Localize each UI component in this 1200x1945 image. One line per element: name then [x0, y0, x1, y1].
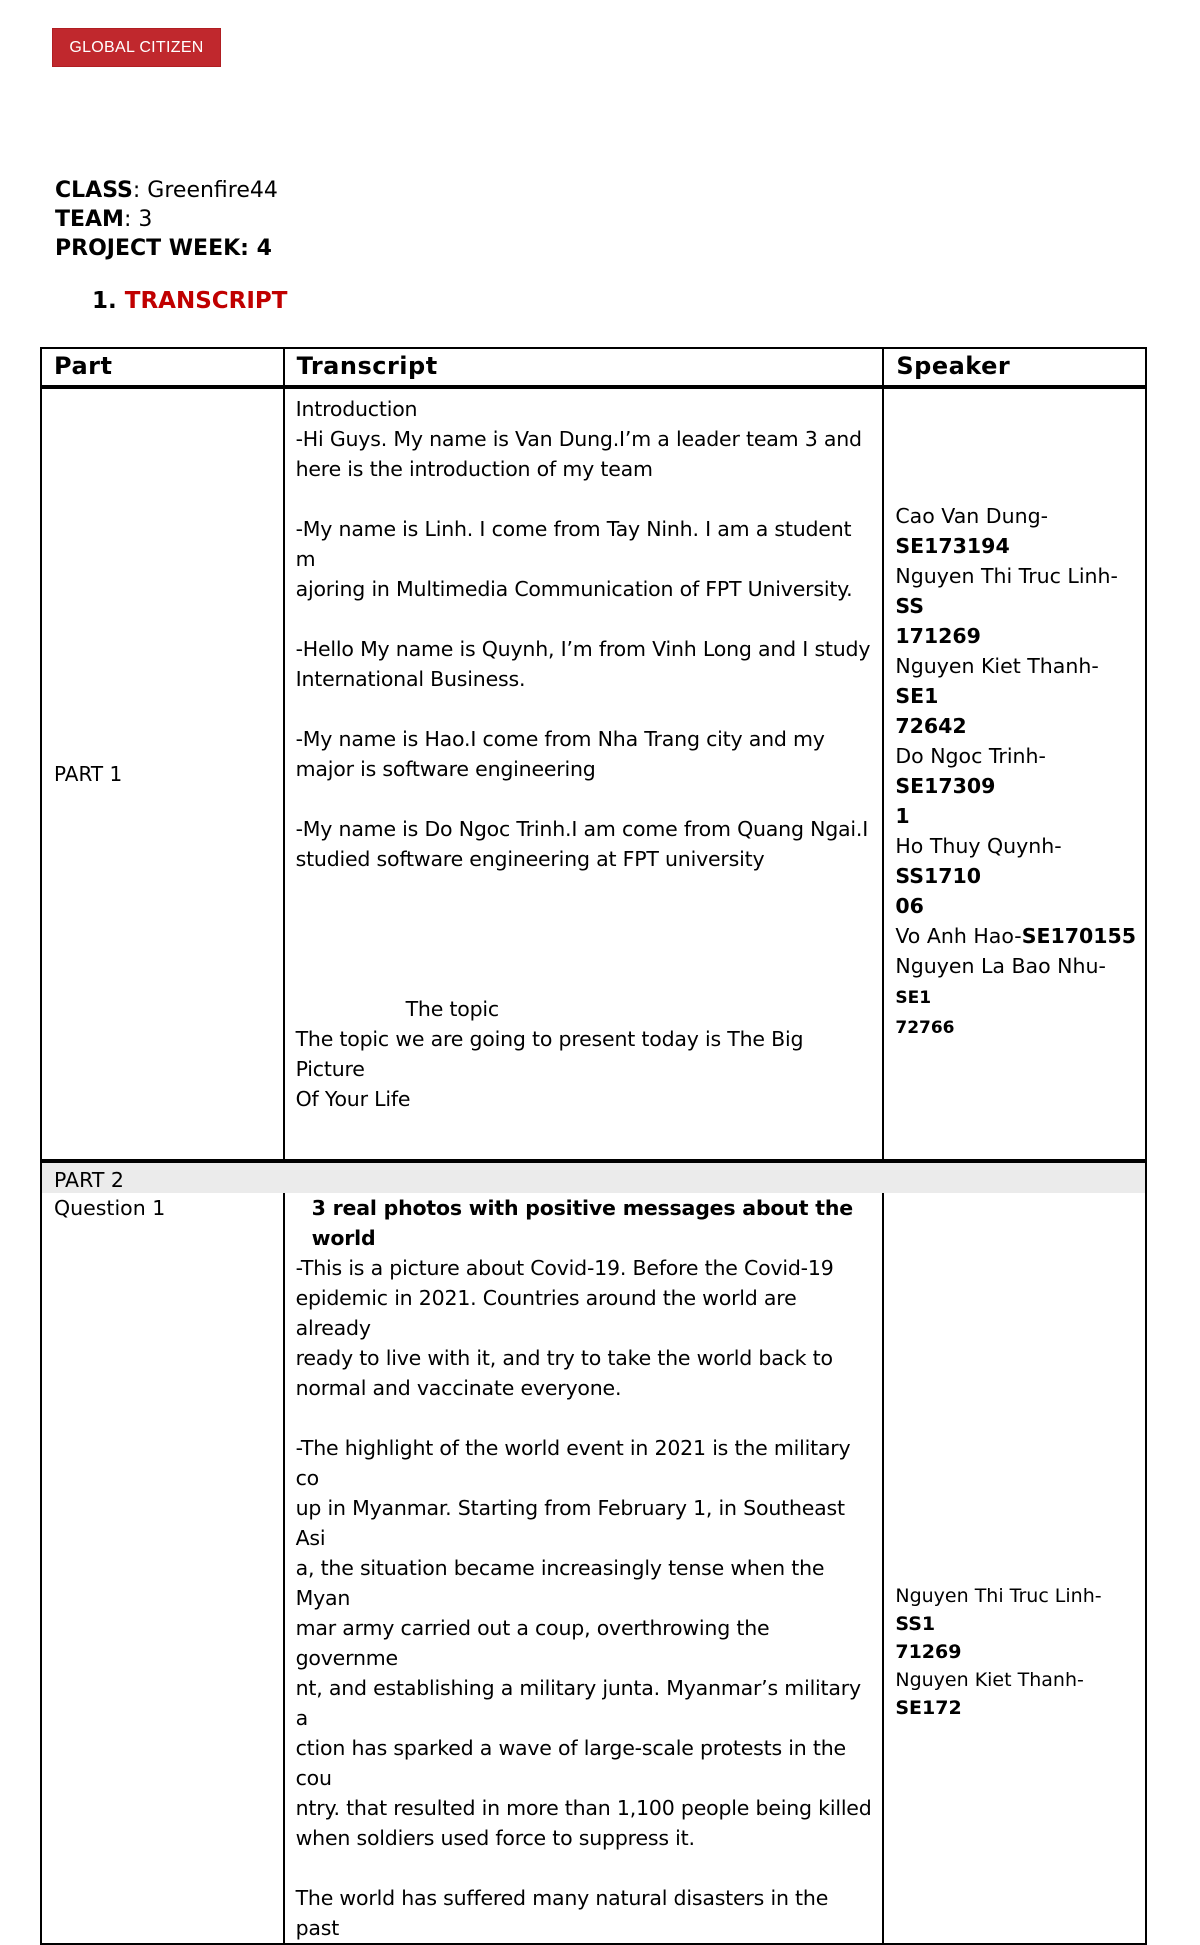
question-title: 3 real photos with positive messages about the world — [311, 1196, 853, 1250]
part-2-label-row — [41, 1161, 1146, 1193]
part-2-label: PART 2 — [41, 1161, 1146, 1193]
header-speaker: Speaker — [883, 348, 1146, 387]
intro-title: Introduction — [295, 397, 418, 421]
speaker-entry: Nguyen La Bao Nhu-SE1 — [895, 954, 1106, 1008]
speaker-entry: Cao Van Dung- — [895, 504, 1048, 528]
team-value: : 3 — [123, 207, 153, 232]
speaker-entry: Nguyen Thi Truc Linh-SS — [895, 564, 1118, 618]
transcript-line: ready to live with it, and try to take the world back to — [295, 1346, 833, 1370]
transcript-line: when soldiers used force to suppress it. — [295, 1826, 695, 1850]
speaker-entry: Do Ngoc Trinh-SE17309 — [895, 744, 1046, 798]
transcript-line: ction has sparked a wave of large-scale protests in the cou — [295, 1736, 846, 1790]
speaker-entry: Nguyen Kiet Thanh-SE1 — [895, 654, 1099, 708]
team-key: TEAM — [55, 207, 124, 232]
header-part: Part — [41, 348, 284, 387]
transcript-line: The world has suffered many natural disasters in the past — [295, 1886, 829, 1940]
transcript-line: -This is a picture about Covid-19. Before the Covid-19 — [295, 1256, 834, 1280]
part-2-speakers — [883, 1193, 1146, 1944]
question-1-label: Question 1 — [41, 1193, 284, 1944]
team-line — [55, 205, 278, 234]
speaker-entry: Ho Thuy Quynh-SS1710 — [895, 834, 1062, 888]
transcript-line: -Hello My name is Quynh, I’m from Vinh Long and I study — [295, 637, 871, 661]
table-row — [41, 1193, 1146, 1944]
transcript-line: major is software engineering — [295, 757, 596, 781]
transcript-line: epidemic in 2021. Countries around the world are already — [295, 1286, 797, 1340]
header-transcript: Transcript — [284, 348, 884, 387]
transcript-line: -My name is Do Ngoc Trinh.I am come from Quang Ngai.I — [295, 817, 869, 841]
speaker-id: 06 — [895, 894, 924, 918]
global-citizen-logo: GLOBAL CITIZEN — [52, 28, 221, 67]
transcript-line: -The highlight of the world event in 2021 is the military co — [295, 1436, 851, 1490]
transcript-line: International Business. — [295, 667, 526, 691]
section-heading — [92, 288, 287, 314]
speaker-id: SE173194 — [895, 534, 1010, 558]
table-header-row — [41, 348, 1146, 387]
speaker-id: 1 — [895, 804, 910, 828]
transcript-line: Of Your Life — [295, 1087, 411, 1111]
transcript-line: here is the introduction of my team — [295, 457, 653, 481]
topic-title: The topic — [405, 997, 499, 1021]
class-key: CLASS — [55, 178, 133, 203]
transcript-line: nt, and establishing a military junta. Myanmar’s military a — [295, 1676, 861, 1730]
section-title: TRANSCRIPT — [124, 288, 288, 314]
part-1-transcript — [284, 387, 884, 1161]
transcript-line: mar army carried out a coup, overthrowing the governme — [295, 1616, 770, 1670]
class-value: : Greenfire44 — [132, 178, 278, 203]
part-2-transcript — [284, 1193, 884, 1944]
transcript-line: normal and vaccinate everyone. — [295, 1376, 622, 1400]
transcript-line: The topic we are going to present today is The Big Picture — [295, 1027, 804, 1081]
transcript-line: -My name is Hao.I come from Nha Trang city and my — [295, 727, 825, 751]
transcript-table — [40, 347, 1147, 1945]
part-1-speakers — [883, 387, 1146, 1161]
speaker-entry: Nguyen Kiet Thanh-SE172 — [895, 1669, 1084, 1719]
class-info — [55, 176, 278, 263]
class-line — [55, 176, 278, 205]
transcript-line: -My name is Linh. I come from Tay Ninh. I am a student m — [295, 517, 852, 571]
speaker-id: 71269 — [895, 1641, 962, 1663]
transcript-line: ajoring in Multimedia Communication of FPT University. — [295, 577, 853, 601]
week-line — [55, 234, 278, 263]
speaker-entry: Vo Anh Hao-SE170155 — [895, 924, 1137, 948]
transcript-line: ntry. that resulted in more than 1,100 people being killed — [295, 1796, 872, 1820]
project-week: PROJECT WEEK: 4 — [55, 236, 272, 261]
transcript-line: -Hi Guys. My name is Van Dung.I’m a leader team 3 and — [295, 427, 862, 451]
section-number: 1. — [92, 288, 117, 314]
transcript-line: a, the situation became increasingly tense when the Myan — [295, 1556, 825, 1610]
speaker-id: 72642 — [895, 714, 967, 738]
table-row — [41, 387, 1146, 1161]
speaker-entry: Nguyen Thi Truc Linh-SS1 — [895, 1585, 1102, 1635]
speaker-id: 72766 — [895, 1018, 955, 1038]
part-1-label: PART 1 — [41, 387, 284, 1161]
transcript-line: up in Myanmar. Starting from February 1, in Southeast Asi — [295, 1496, 845, 1550]
transcript-line: studied software engineering at FPT university — [295, 847, 765, 871]
speaker-id: 171269 — [895, 624, 981, 648]
